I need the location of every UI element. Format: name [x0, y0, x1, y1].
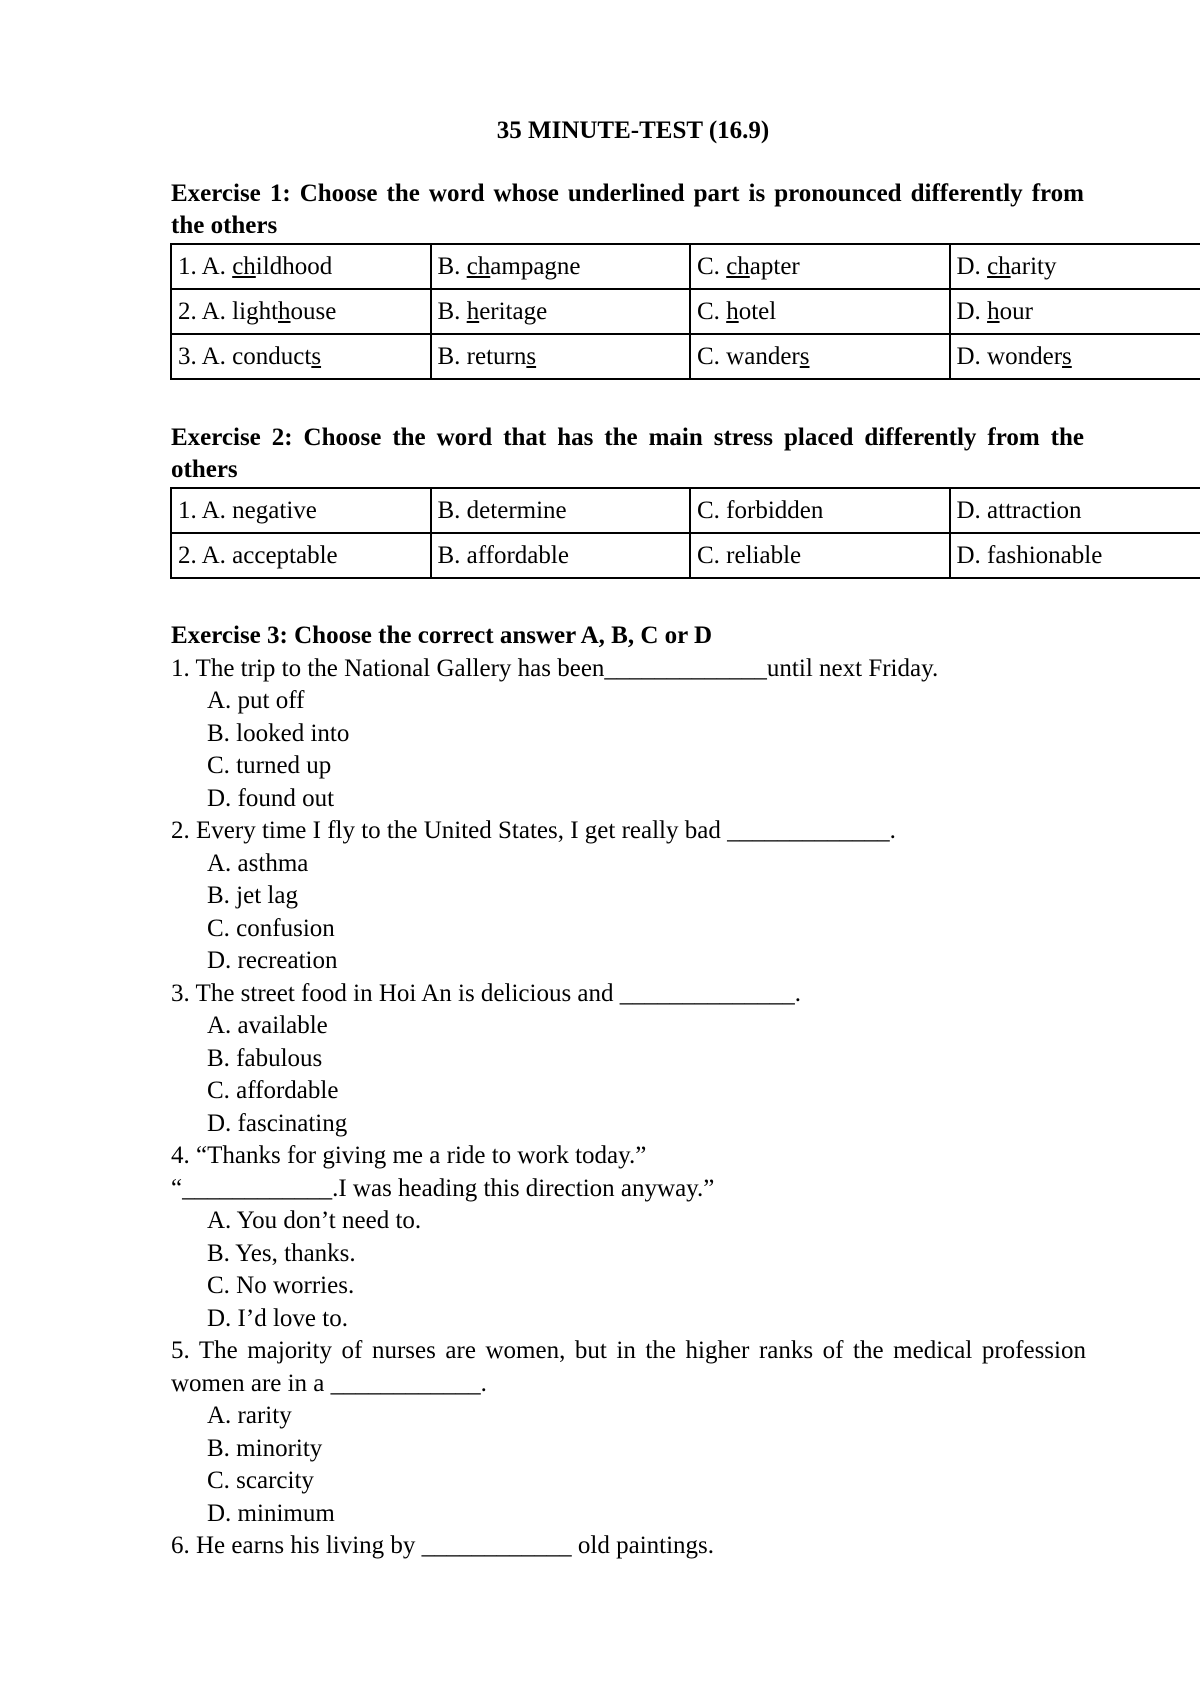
answer-option: B. jet lag [207, 882, 298, 909]
question-text: 5. The majority of nurses are women, but in the higher ranks of the medical profession women are in a ____________. [171, 1337, 1086, 1397]
question-text: 2. Every time I fly to the United States, I get really bad _____________. [171, 817, 896, 844]
underlined-part: ch [232, 253, 256, 280]
answer-option: A. asthma [207, 849, 309, 877]
table-cell: 1. A. childhood [171, 244, 431, 289]
answer-option: B. Yes, thanks. [207, 1239, 356, 1267]
answer-option: C. affordable [207, 1077, 339, 1104]
underlined-part: s [526, 343, 537, 370]
table-row [171, 488, 1200, 533]
table-row [171, 533, 1200, 578]
table-cell: D. attraction [950, 488, 1200, 533]
exercise-1-heading: Exercise 1: Choose the word whose underlined part is pronounced differently from the others [171, 180, 1084, 239]
question [171, 1335, 1086, 1530]
table-row [171, 244, 1200, 289]
answer-option: A. rarity [207, 1402, 292, 1429]
table-row [171, 334, 1200, 379]
question-text: 6. He earns his living by ____________ old paintings. [171, 1532, 715, 1559]
underlined-part: ch [726, 253, 750, 280]
table-cell: D. fashionable [950, 533, 1200, 578]
exercise-2-table [170, 487, 1200, 579]
underlined-part: h [466, 298, 480, 325]
table-cell: B. champagne [431, 244, 691, 289]
table-cell: C. chapter [690, 244, 950, 289]
underlined-part: s [799, 343, 810, 370]
question [171, 1140, 1086, 1335]
table-cell: D. wonders [950, 334, 1200, 379]
table-cell: C. hotel [690, 289, 950, 334]
underlined-part: s [311, 343, 322, 370]
underlined-part: h [278, 298, 291, 325]
table-cell: D. hour [950, 289, 1200, 334]
underlined-part: h [726, 298, 739, 325]
answer-option: A. You don’t need to. [207, 1207, 422, 1234]
question-text: 4. “Thanks for giving me a ride to work today.” [171, 1142, 647, 1169]
answer-option: B. looked into [207, 719, 350, 747]
answer-option: A. available [207, 1012, 328, 1039]
answer-option: C. scarcity [207, 1467, 314, 1494]
exercise-3-questions [171, 653, 1086, 1563]
underlined-part: ch [466, 253, 491, 280]
answer-option: D. I’d love to. [207, 1304, 348, 1332]
table-cell: B. returns [431, 334, 691, 379]
table-cell: B. affordable [431, 533, 691, 578]
exercise-1-table [170, 243, 1200, 380]
table-cell: 2. A. acceptable [171, 533, 431, 578]
question [171, 815, 1086, 978]
table-cell: B. heritage [431, 289, 691, 334]
question-text: “____________.I was heading this direction anyway.” [171, 1174, 715, 1202]
exercise-3 [171, 620, 1086, 1563]
table-cell: B. determine [431, 488, 691, 533]
answer-option: B. minority [207, 1434, 323, 1462]
question [171, 653, 1086, 816]
table-cell: C. forbidden [690, 488, 950, 533]
exercise-2-heading: Exercise 2: Choose the word that has the main stress placed differently from the others [171, 424, 1084, 483]
answer-option: A. put off [207, 687, 305, 714]
exercise-3-heading: Exercise 3: Choose the correct answer A, B, C or D [171, 622, 713, 649]
answer-option: D. minimum [207, 1499, 335, 1527]
table-cell: C. reliable [690, 533, 950, 578]
table-cell: C. wanders [690, 334, 950, 379]
question-text: 3. The street food in Hoi An is delicious and ______________. [171, 979, 802, 1007]
underlined-part: ch [987, 253, 1011, 280]
question [171, 978, 1086, 1141]
answer-option: D. fascinating [207, 1109, 348, 1137]
answer-option: D. recreation [207, 947, 338, 974]
underlined-part: s [1062, 343, 1072, 370]
answer-option: D. found out [207, 784, 335, 812]
table-cell: 2. A. lighthouse [171, 289, 431, 334]
answer-option: B. fabulous [207, 1044, 323, 1072]
answer-option: C. confusion [207, 914, 335, 942]
question-text: 1. The trip to the National Gallery has been_____________until next Friday. [171, 654, 939, 682]
table-cell: 1. A. negative [171, 488, 431, 533]
table-row [171, 289, 1200, 334]
underlined-part: h [987, 298, 1000, 325]
question [171, 1530, 1086, 1563]
table-cell: 3. A. conducts [171, 334, 431, 379]
answer-option: C. turned up [207, 752, 332, 779]
page-title: 35 MINUTE-TEST (16.9) [496, 117, 770, 144]
table-cell: D. charity [950, 244, 1200, 289]
answer-option: C. No worries. [207, 1272, 355, 1299]
